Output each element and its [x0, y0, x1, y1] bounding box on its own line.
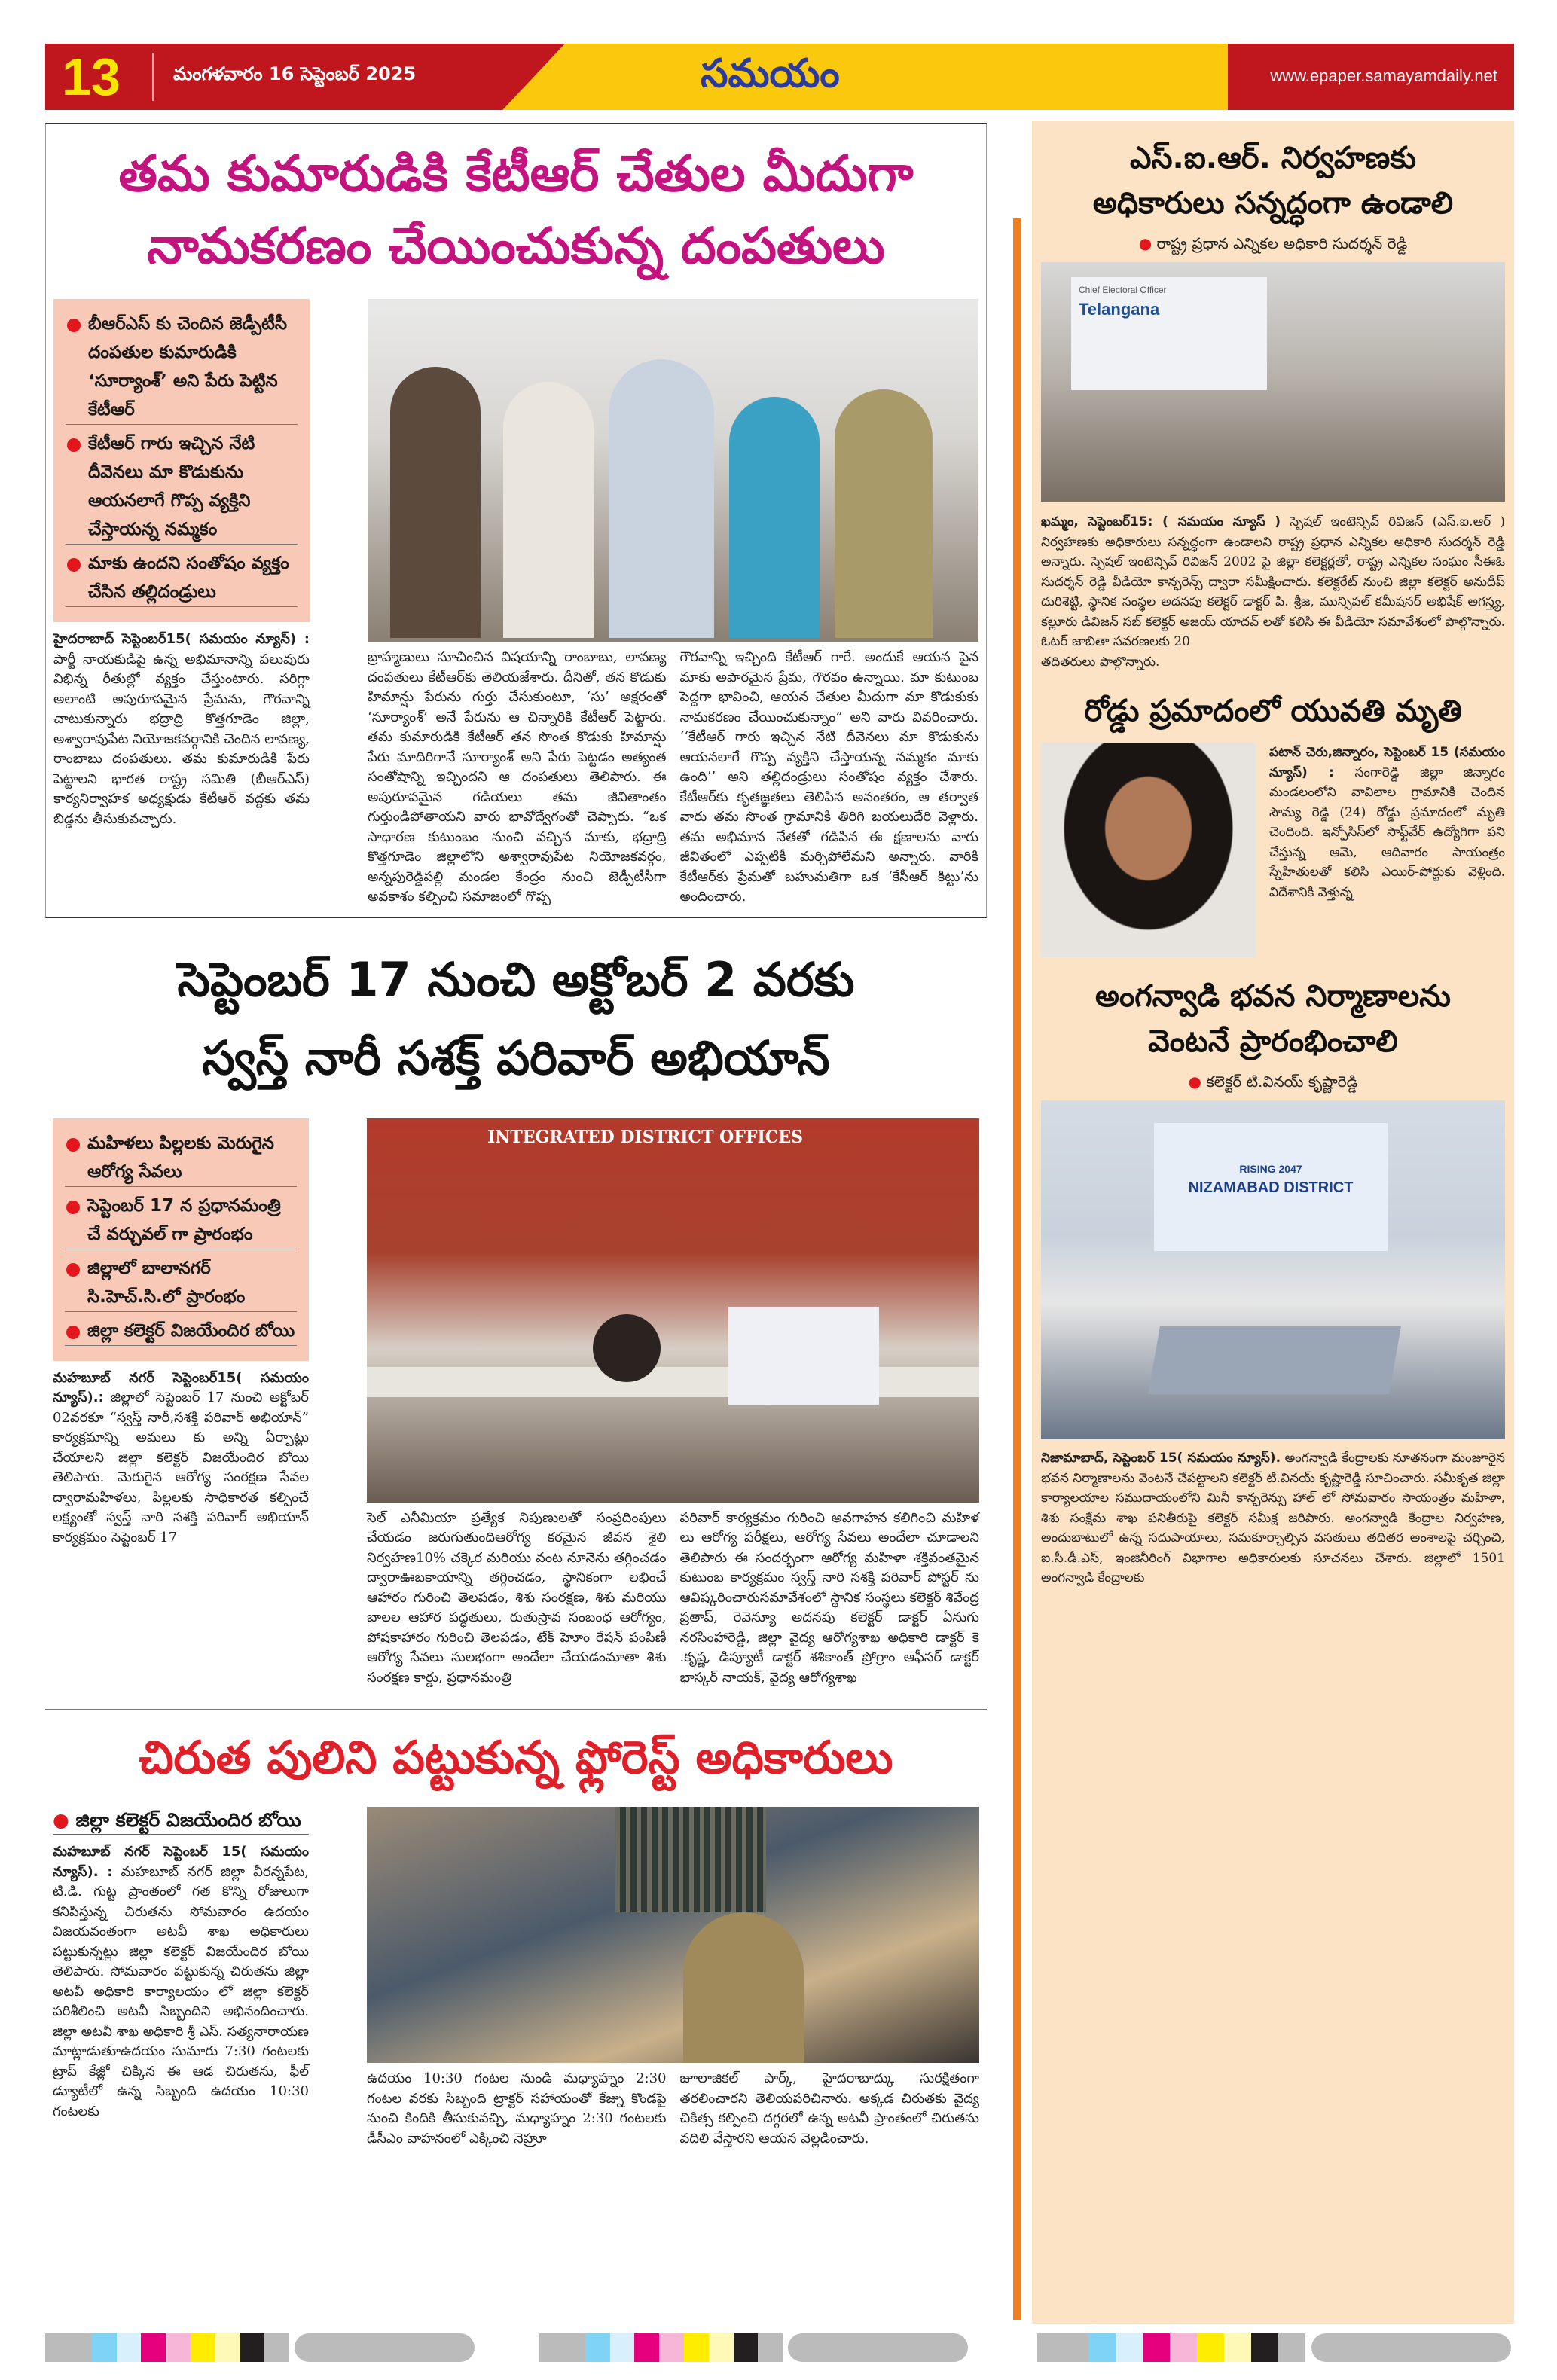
headline-line: తమ కుమారుడికి కేటీఆర్ చేతుల మీదుగా [118, 145, 914, 203]
article3-body-col3: జూలాజికల్ పార్క్, హైదరాబాద్కు సురక్షితంగా తరలించారని తెలియపరిచినారు. అక్కడ చిరుతకు వైద్య చికిత్స కల్పించి దగ్గరలో ఉన్న అటవీ ప్రాంతంలో చిరుతను వదిలి వేస్తారని ఆయన వెల్లడించారు. [679, 2070, 979, 2147]
article2-photo [367, 1118, 979, 1503]
body-text: జిల్లాలో సెప్టెంబర్ 17 నుంచి అక్టోబర్ 02వరకూ “స్వస్త్ నారీ,సశక్తి పరివార్ అభియాన్” కార్యక్రమాన్ని అమలు కు అన్ని ఏర్పాట్లు చేయాలని జిల్లా కలెక్టర్ విజయేందిర బోయి తెలిపారు. మెరుగైన ఆరోగ్య సంరక్షణ సేవల ద్వారామహిళలు, పిల్లలకు సాధికారత కల్పించే లక్ష్యంతో స్వస్త్ నారి సశక్తి పరివార్ అభియాన్ కార్యక్రమం సెప్టెంబర్ 17 [53, 1390, 309, 1545]
photo-text: Chief Electoral Officer [1079, 285, 1167, 295]
article2-body-col3: పరివార్ కార్యక్రమం గురించి అవగాహన కలిగించి మహిళ లు ఆరోగ్య పరీక్షలు, ఆరోగ్య సేవలు అందేలా చూడాలని తెలిపారు ఈ సందర్భంగా ఆరోగ్య మహిళా శక్తివంతమైన కుటుంబ కార్యక్రమం స్వస్త్ నారి సశక్తి పరివార్ పోస్టర్ ను ఆవిష్కరించారుసమావేశంలో స్థానిక సంస్థలు కలెక్టర్ శివేంద్ర ప్రతాప్, రెవెన్యూ అదనపు కలెక్టర్ డాక్టర్ ఏనుగు నరసింహారెడ్డి, జిల్లా వైద్య ఆరోగ్యశాఖ అధికారి డాక్టర్ కె .కృష్ణ, డిప్యూటీ డాక్టర్ శశికాంత్ ప్రోగ్రాం ఆఫీసర్ డాక్టర్ భాస్కర్ నాయక్, వైద్య ఆరోగ్యశాఖ [679, 1509, 979, 1686]
sidebar-story2-photo [1041, 743, 1256, 957]
article2-body-col2: సెల్ ఎనీమియా ప్రత్యేక నిపుణులతో సంప్రదింపులు చేయడం జరుగుతుందిఆరోగ్య కరమైన జీవన శైలి నిర్వహణ10% చక్కెర మరియు వంట నూనెను తగ్గించడం ద్వారాఊబకాయాన్ని తగ్గించడం, స్థానికంగా లభించే ఆహారం గురించి తెలపడం, శిశు సంరక్షణ, శిశు మరియు బాలల ఆహార పద్ధతులు, రుతుస్రావ సంబంధ ఆరోగ్యం, పోషకాహారం గురించి తెలపడం, టేక్ హెూం రేషన్ పంపిణీ ఆరోగ్య సేవలు సులభంగా అందేలా చేయడంమాతా శిశు సంరక్షణ కార్డు, ప్రధానమంత్రి [367, 1509, 667, 1686]
sidebar-story1-body [1041, 512, 1505, 652]
article2-highlights [53, 1118, 309, 1361]
sidebar [1032, 121, 1514, 2324]
sidebar-story2 [1041, 688, 1505, 957]
photo-text: NIZAMABAD DISTRICT [1188, 1179, 1354, 1196]
dateline: మహబూబ్ నగర్ సెప్టెంబర్ 15( సమయం న్యూస్). : [53, 1844, 309, 1880]
print-color-bar [45, 2333, 475, 2362]
sidebar-accent-bar [1013, 218, 1021, 2320]
body-text: అంగన్వాడి కేంద్రాలకు నూతనంగా మంజూరైన భవన నిర్మాణాలను వెంటనే చేపట్టాలని కలెక్టర్ టి.వినయ్ కృష్ణారెడ్డి సూచించారు. సమీకృత జిల్లా కార్యాలయాల సముదాయంలోని మినీ కాన్ఫరెన్సు హాల్ లో సోమవారం సాయంత్రం మహిళా, శిశు సంక్షేమ శాఖ పనితీరుపై కలెక్టర్ సమీక్ష జరిపారు. అంగన్వాడి కేంద్రాల నిర్వహణ, అందుబాటులో ఉన్న సదుపాయాలు, సమకూర్చాల్సిన వసతులు తదితర అంశాలపై చర్చించి, ఐ.సీ.డీ.ఎస్, ఇంజినీరింగ్ విభాగాల అధికారులకు సూచనలు చేశారు. జిల్లాలో 1501 అంగన్వాడి కేంద్రాలకు [1041, 1451, 1505, 1585]
video-screen [1071, 277, 1267, 390]
body-text: మహబూబ్ నగర్ జిల్లా వీరన్నపేట, టి.డి. గుట్ట ప్రాంతంలో గత కొన్ని రోజులుగా కనిపిస్తున్న చిరుతను సోమవారం ఉదయం విజయవంతంగా అటవీ శాఖ అధికారులు పట్టుకున్నట్లు జిల్లా కలెక్టర్ విజయేందిర బోయి తెలిపారు. సోమవారం పట్టుకున్న చిరుతను జిల్లా అటవీ అధికారి కార్యాలయం లో జిల్లా కలెక్టర్ పరిశీలించి అటవీ సిబ్బందిని అభినందించారు. జిల్లా అటవీ శాఖ అధికారి శ్రీ ఎస్. సత్యనారాయణ మాట్లాడుతూఉదయం సుమారు 7:30 గంటలకు ట్రాప్ కేజ్లో చిక్కిన ఈ ఆడ చిరుతను, ఫీల్ డ్యూటీలో ఉన్న సిబ్బంది ఉదయం 10:30 గంటలకు [53, 1863, 309, 2119]
photo-text: Telangana [1079, 300, 1160, 319]
dateline: హైదరాబాద్ సెప్టెంబర్15( సమయం న్యూస్) : [53, 631, 310, 647]
dateline: నిజామాబాద్, సెప్టెంబర్ 15( సమయం న్యూస్). [1041, 1451, 1281, 1466]
sidebar-story3-photo [1041, 1100, 1505, 1439]
sidebar-story1 [1041, 136, 1505, 672]
backdrop-screen [1154, 1123, 1388, 1251]
highlight-item: సెప్టెంబర్ 17 న ప్రధానమంత్రి చే వర్చువల్ గా ప్రారంభం [65, 1192, 297, 1250]
headline-line: అంగన్వాడి భవన నిర్మాణాలను [1094, 979, 1452, 1014]
sidebar-story3-body [1041, 1448, 1505, 1588]
photo-banner-text: INTEGRATED DISTRICT OFFICES [487, 1127, 803, 1147]
headline-line: అధికారులు సన్నద్ధంగా ఉండాలి [1092, 186, 1454, 221]
article3-highlight: ● జిల్లా కలెక్టర్ విజయేందిర బోయి [53, 1807, 309, 1835]
headline-line: సెప్టెంబర్ 17 నుంచి అక్టోబర్ 2 వరకు [177, 951, 855, 1007]
article-ktr-naming [45, 123, 987, 918]
article3-body-col2: ఉదయం 10:30 గంటల నుండి మధ్యాహ్నం 2:30 గంటల వరకు సిబ్బంది ట్రాక్టర్ సహాయంతో కేజ్ను కొండపై నుంచి కిందికి తీసుకువచ్చి, మధ్యాహ్నం 2:30 గంటలకు డీసీఎం వాహనంలో ఎక్కించి నెహ్రూ [367, 2070, 667, 2147]
article1-headline [53, 138, 978, 282]
article1-highlights [53, 299, 310, 622]
article3-body-col1 [53, 1842, 309, 2122]
article2-headline [45, 941, 987, 1097]
divider [152, 53, 154, 101]
newspaper-logo: సమయం [701, 51, 840, 96]
highlight-item: బీఆర్ఎస్ కు చెందిన జెడ్పీటీసీ దంపతుల కుమారుడికి ‘సూర్యాంశ్’ అని పేరు పెట్టిన కేటీఆర్ [66, 310, 298, 425]
body-text: సంగారెడ్డి జిల్లా జిన్నారం మండలంలోని వావిలాల గ్రామానికి చెందిన సౌమ్య రెడ్డి (24) రోడ్డు ప్రమాదంలో మృతి చెందింది. ఇన్ఫోసిస్‌లో సాఫ్ట్‌వేర్ ఉద్యోగిగా పని చేస్తున్న ఆమె, ఆదివారం సాయంత్రం స్నేహితులతో కలిసి ఎయిర్-పోర్టుకు వెళ్లింది. విదేశానికి వెళ్తున్న [1269, 764, 1506, 900]
headline-line: ఎస్.ఐ.ఆర్. నిర్వహణకు [1130, 141, 1416, 175]
article1-body-col3: గౌరవాన్ని ఇచ్చింది కేటీఆర్ గారే. అందుకే ఆయన పైన మాకు అపారమైన ప్రేమ, గౌరవం ఉన్నాయి. మా కుటుంబ పెద్దగా భావించి, ఆయన చేతుల మీదుగా మా కొడుకుకు నామకరణం చేయించుకున్నాం” అని వారు వివరించారు. ‘‘కేటీఆర్ గారు ఇచ్చిన నేటి దీవెనలు మా కొడుకును ఆయనలాగే గొప్ప వ్యక్తిని చేస్తాయన్న నమ్మకం మాకు ఉంది’’ అని తల్లిదండ్రులు సంతోషం వ్యక్తం చేశారు. కేటీఆర్‌కు కృతజ్ఞతలు తెలిపిన అనంతరం, ఆ తర్వాత వారు తమ సొంత గ్రామానికి తిరిగి బయలుదేరి వెళ్లారు. తమ అభిమాన నేతతో గడిపిన ఈ క్షణాలను వారు జీవితంలో ఎప్పటికీ మర్చిపోలేమని అన్నారు. వారికి కేటీఆర్‌కు ప్రేమతో బహుమతిగా ఒక ‘కేసీఆర్ కిట్టు’ను అందించారు. [679, 649, 978, 905]
article3-photo [367, 1807, 979, 2063]
sidebar-story3 [1041, 974, 1505, 1588]
epaper-link[interactable]: www.epaper.samayamdaily.net [1270, 66, 1497, 85]
sidebar-story2-headline: రోడ్డు ప్రమాదంలో యువతి మృతి [1084, 694, 1462, 728]
highlight-text: జిల్లా కలెక్టర్ విజయేందిర బోయి [75, 1809, 301, 1831]
article1-body-col2: బ్రాహ్మణులు సూచించిన విషయాన్ని రాంబాబు, లావణ్య దంపతులు కేటీఆర్‌కు తెలియజేశారు. దీనితో, తన కొడుకు హిమాన్షు పేరును గుర్తు చేసుకుంటూ, ‘సు’ అక్షరంతో ‘సూర్యాంశ్’ అనే పేరును ఆ చిన్నారికి కేటీఆర్ పెట్టారు. తమ కుమారుడికి కేటీఆర్ తన సొంత కొడుకు హిమాన్షు పేరు మాదిరిగానే సూర్యాంశ్ అని పేరు పెట్టడం అత్యంత సంతోషాన్ని ఇచ్చిందని ఆ దంపతులు తెలిపారు. ఈ అపురూపమైన గడియలు తమ జీవితాంతం గుర్తుండిపోతాయని వారు భావోద్వేగంతో చెప్పారు. “ఒక సాధారణ కుటుంబం నుంచి వచ్చిన మాకు, భద్రాద్రి కొత్తగూడెం జిల్లాలోని అశ్వారావుపేట నియోజకవర్గం, అన్నపురెడ్డిపల్లి మండల కేంద్రం నుంచి జెడ్పీటీసీగా అవకాశం కల్పించి సమాజంలో గొప్ప [368, 649, 667, 905]
article2-body-col1 [53, 1368, 309, 1549]
issue-date: మంగళవారం 16 సెప్టెంబర్ 2025 [173, 63, 417, 84]
masthead-bar [45, 44, 1514, 110]
dateline: ఖమ్మం, సెప్టెంబర్15: ( సమయం న్యూస్ ) [1041, 514, 1281, 529]
highlight-item: జిల్లా కలెక్టర్ విజయేందిర బోయి [65, 1317, 297, 1346]
sidebar-story3-headline [1041, 974, 1505, 1064]
dateline: మహబూబ్ నగర్ సెప్టెంబర్15( సమయం న్యూస్).: [53, 1369, 309, 1405]
section-divider [45, 1709, 987, 1710]
dateline: పటాన్ చెరు,జిన్నారం, సెప్టెంబర్ 15 (సమయం న్యూస్) : [1269, 745, 1505, 780]
headline-line: వెంటనే ప్రారంభించాలి [1148, 1024, 1398, 1059]
sidebar-story3-subtitle: ● కలెక్టర్ టి.వినయ్ కృష్ణారెడ్డి [1041, 1070, 1505, 1093]
highlight-item: మహిళలు పిల్లలకు మెరుగైన ఆరోగ్య సేవలు [65, 1129, 297, 1187]
sidebar-story1-subtitle: ● రాష్ట్ర ప్రధాన ఎన్నికల అధికారి సుదర్శన్ రెడ్డి [1041, 232, 1505, 255]
main-column [45, 123, 987, 2149]
print-color-bar [539, 2333, 968, 2362]
sidebar-story1-photo [1041, 262, 1505, 502]
article1-body-col1 [53, 630, 310, 829]
article1-photo [368, 299, 978, 642]
headline-line: నామకరణం చేయించుకున్న దంపతులు [147, 217, 885, 275]
body-text: పార్టీ నాయకుడిపై ఉన్న అభిమానాన్ని పలువురు విభిన్న రీతుల్లో వ్యక్తం చేస్తుంటారు. సరిగ్గా అలాంటి అపురూపమైన ప్రేమను, గౌరవాన్ని చాటుకున్నారు భద్రాద్రి కొత్తగూడెం జిల్లా, అశ్వారావుపేట నియోజకవర్గానికి చెందిన లావణ్య, రాంబాబు దంపతులు. తమ కుమారుడికి పేరు పెట్టాలని భారత రాష్ట్ర సమితి (బీఆర్ఎస్) కార్యనిర్వాహక అధ్యక్షుడు కేటీఆర్ వద్దకు తమ బిడ్డను తీసుకువచ్చారు. [53, 651, 310, 827]
page-number: 13 [62, 47, 121, 106]
highlight-item: కేటీఆర్ గారు ఇచ్చిన నేటి దీవెనలు మా కొడుకును ఆయనలాగే గొప్ప వ్యక్తిని చేస్తాయన్న నమ్మకం [66, 429, 298, 545]
print-color-bar [1037, 2333, 1514, 2362]
article3-headline: చిరుత పులిని పట్టుకున్న ఫ్లోరెస్ట్ అధికారులు [139, 1732, 893, 1784]
sidebar-story1-closing: తదితరులు పాల్గొన్నారు. [1041, 654, 1160, 670]
sidebar-story2-body [1269, 743, 1505, 902]
highlight-item: జిల్లాలో బాలానగర్ సి.హెచ్.సి.లో ప్రారంభం [65, 1254, 297, 1312]
highlight-item: మాకు ఉందని సంతోషం వ్యక్తం చేసిన తల్లిదండ్రులు [66, 549, 298, 607]
headline-line: స్వస్త్ నారీ సశక్త్ పరివార్ అభియాన్ [202, 1030, 830, 1085]
body-text: స్పెషల్ ఇంటెన్సివ్ రివిజన్ (ఎస్.ఐ.ఆర్ ) నిర్వహణకు అధికారులు సన్నద్ధంగా ఉండాలని రాష్ట్ర ప్రధాన ఎన్నికల అధికారి సుదర్శన్ రెడ్డి అన్నారు. స్పెషల్ ఇంటెన్సివ్ రివిజన్ 2002 పై జిల్లా కలెక్టర్లతో, రాష్ట్ర ఎన్నికల సంఘం సీఈఓ సుదర్శన్ రెడ్డి వీడియో కాన్ఫరెన్స్ ద్వారా సమీక్షించారు. కలెక్టరేట్ నుంచి జిల్లా కలెక్టర్ అనుదీప్ దురిశెట్టి, స్థానిక సంస్థల అదనపు కలెక్టర్ డాక్టర్ పి. శ్రీజ, మున్సిపల్ కమీషనర్ అభిషేక్ అగస్త్య, కల్లూరు డివిజన్ సబ్ కలెక్టర్ అజయ్ యాదవ్ లతో కలిసి ఈ వీడియో సమావేశంలో పాల్గొన్నారు. ఓటర్ జాబితా సవరణలకు 20 [1041, 514, 1505, 649]
photo-text: RISING 2047 [1239, 1163, 1302, 1175]
sidebar-story1-headline [1041, 136, 1505, 226]
